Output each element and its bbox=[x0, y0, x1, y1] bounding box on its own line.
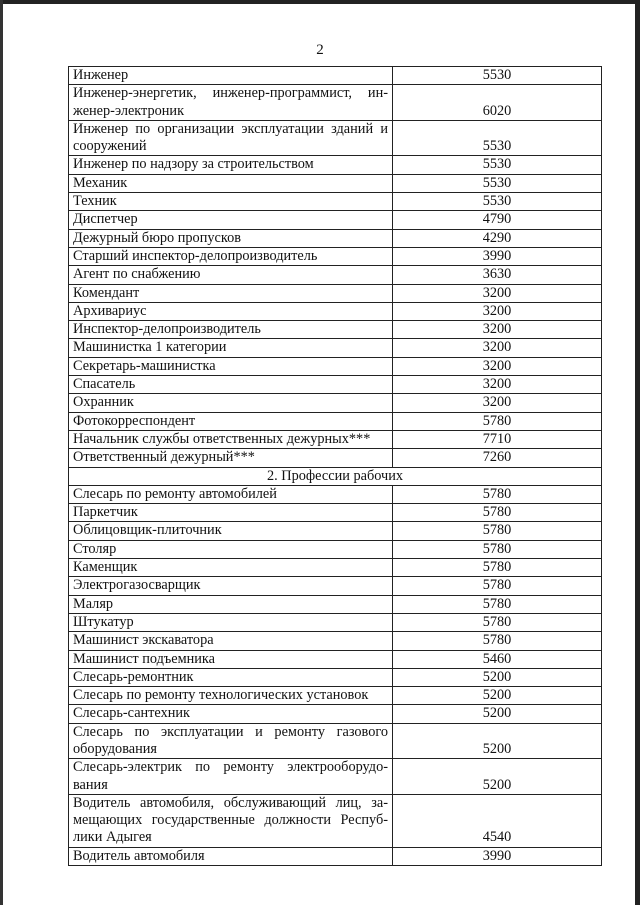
position-title bbox=[69, 321, 393, 339]
table-row bbox=[69, 266, 602, 284]
position-title-text: Секретарь-машинистка bbox=[73, 357, 216, 374]
position-title-text: Слесарь-сантехник bbox=[73, 705, 190, 722]
position-title bbox=[69, 211, 393, 229]
table-row bbox=[69, 284, 602, 302]
position-title bbox=[69, 284, 393, 302]
position-title bbox=[69, 339, 393, 357]
salary-value: 5530 bbox=[393, 120, 602, 156]
position-title bbox=[69, 302, 393, 320]
position-title bbox=[69, 687, 393, 705]
salary-table bbox=[68, 66, 602, 866]
position-title bbox=[69, 847, 393, 865]
salary-value: 5200 bbox=[393, 687, 602, 705]
position-title-text: Инженер-энергетик, инженер-программист, ин- женер-электроник bbox=[73, 85, 388, 119]
position-title-text: Диспетчер bbox=[73, 211, 138, 228]
salary-value: 5780 bbox=[393, 540, 602, 558]
table-row bbox=[69, 394, 602, 412]
position-title-text: Техник bbox=[73, 193, 117, 210]
position-title bbox=[69, 412, 393, 430]
position-title-text: Водитель автомобиля, обслуживающий лиц, за- мещающих государственные должности Респуб- лики Адыгея bbox=[73, 794, 388, 846]
position-title bbox=[69, 85, 393, 121]
position-title-text: Спасатель bbox=[73, 376, 136, 393]
salary-value: 5200 bbox=[393, 759, 602, 795]
position-title bbox=[69, 156, 393, 174]
position-title bbox=[69, 120, 393, 156]
position-title-text: Облицовщик-плиточник bbox=[73, 522, 222, 539]
table-row bbox=[69, 430, 602, 448]
position-title-text: Водитель автомобиля bbox=[73, 847, 205, 864]
position-title-text: Слесарь по ремонту технологических установок bbox=[73, 687, 369, 704]
salary-value: 5780 bbox=[393, 559, 602, 577]
table-row bbox=[69, 339, 602, 357]
position-title bbox=[69, 794, 393, 847]
position-title bbox=[69, 522, 393, 540]
salary-value: 5780 bbox=[393, 595, 602, 613]
position-title-text: Машинист подъемника bbox=[73, 650, 216, 667]
table-row bbox=[69, 650, 602, 668]
position-title-text: Штукатур bbox=[73, 613, 134, 630]
position-title-text: Дежурный бюро пропусков bbox=[73, 229, 241, 246]
position-title bbox=[69, 705, 393, 723]
table-row bbox=[69, 847, 602, 865]
scan-border-top bbox=[0, 0, 640, 4]
position-title-text: Электрогазосварщик bbox=[73, 577, 201, 594]
position-title bbox=[69, 266, 393, 284]
table-row bbox=[69, 559, 602, 577]
position-title-text: Инженер bbox=[73, 67, 129, 83]
position-title bbox=[69, 504, 393, 522]
salary-value: 3630 bbox=[393, 266, 602, 284]
salary-value: 6020 bbox=[393, 85, 602, 121]
salary-value: 5530 bbox=[393, 67, 602, 85]
salary-value: 3990 bbox=[393, 247, 602, 265]
table-row bbox=[69, 357, 602, 375]
position-title bbox=[69, 449, 393, 467]
salary-value: 7260 bbox=[393, 449, 602, 467]
table-row bbox=[69, 412, 602, 430]
table-row bbox=[69, 376, 602, 394]
salary-value: 3200 bbox=[393, 357, 602, 375]
salary-value: 3200 bbox=[393, 302, 602, 320]
position-title bbox=[69, 174, 393, 192]
position-title-text: Фотокорреспондент bbox=[73, 412, 196, 429]
position-title-text: Машинистка 1 категории bbox=[73, 339, 227, 356]
position-title bbox=[69, 650, 393, 668]
table-row bbox=[69, 687, 602, 705]
position-title-text: Слесарь-электрик по ремонту электрооборудо- вания bbox=[73, 759, 388, 793]
salary-value: 5780 bbox=[393, 577, 602, 595]
salary-value: 4540 bbox=[393, 794, 602, 847]
position-title-text: Маляр bbox=[73, 595, 114, 612]
position-title-text: Слесарь по ремонту автомобилей bbox=[73, 485, 277, 502]
position-title-text: Каменщик bbox=[73, 559, 138, 576]
position-title bbox=[69, 376, 393, 394]
position-title-text: Комендант bbox=[73, 284, 140, 301]
position-title-text: Охранник bbox=[73, 394, 134, 411]
salary-value: 5780 bbox=[393, 412, 602, 430]
salary-value: 5200 bbox=[393, 723, 602, 759]
salary-value: 3200 bbox=[393, 321, 602, 339]
table-row bbox=[69, 211, 602, 229]
table-row bbox=[69, 120, 602, 156]
salary-value: 5460 bbox=[393, 650, 602, 668]
position-title bbox=[69, 229, 393, 247]
position-title bbox=[69, 759, 393, 795]
position-title bbox=[69, 394, 393, 412]
table-row bbox=[69, 247, 602, 265]
salary-value: 5780 bbox=[393, 522, 602, 540]
position-title-text: Старший инспектор-делопроизводитель bbox=[73, 247, 318, 264]
salary-value: 5530 bbox=[393, 174, 602, 192]
table-row bbox=[69, 174, 602, 192]
position-title bbox=[69, 193, 393, 211]
table-row bbox=[69, 449, 602, 467]
table-row bbox=[69, 723, 602, 759]
position-title-text: Инспектор-делопроизводитель bbox=[73, 321, 261, 338]
salary-value: 5780 bbox=[393, 485, 602, 503]
position-title bbox=[69, 540, 393, 558]
salary-value: 5530 bbox=[393, 193, 602, 211]
table-row bbox=[69, 321, 602, 339]
table-row bbox=[69, 193, 602, 211]
salary-value: 4290 bbox=[393, 229, 602, 247]
table-row bbox=[69, 302, 602, 320]
position-title bbox=[69, 577, 393, 595]
position-title-text: Ответственный дежурный*** bbox=[73, 449, 255, 466]
position-title bbox=[69, 247, 393, 265]
table-row bbox=[69, 229, 602, 247]
table-row bbox=[69, 595, 602, 613]
scan-border-left bbox=[0, 0, 3, 905]
position-title-text: Слесарь-ремонтник bbox=[73, 668, 194, 685]
position-title-text: Столяр bbox=[73, 540, 117, 557]
salary-value: 3200 bbox=[393, 376, 602, 394]
salary-value: 5530 bbox=[393, 156, 602, 174]
salary-value: 3200 bbox=[393, 339, 602, 357]
position-title-text: Слесарь по эксплуатации и ремонту газового оборудования bbox=[73, 723, 388, 757]
position-title bbox=[69, 668, 393, 686]
salary-value: 3200 bbox=[393, 284, 602, 302]
table-row bbox=[69, 759, 602, 795]
table-row bbox=[69, 705, 602, 723]
position-title bbox=[69, 595, 393, 613]
table-row bbox=[69, 577, 602, 595]
table-row bbox=[69, 67, 602, 85]
position-title bbox=[69, 430, 393, 448]
salary-value: 4790 bbox=[393, 211, 602, 229]
position-title bbox=[69, 613, 393, 631]
table-row bbox=[69, 794, 602, 847]
position-title-text: Механик bbox=[73, 174, 128, 191]
salary-value: 3200 bbox=[393, 394, 602, 412]
position-title-text: Паркетчик bbox=[73, 504, 138, 521]
salary-value: 5200 bbox=[393, 668, 602, 686]
section-header-row bbox=[69, 467, 602, 485]
table-row bbox=[69, 613, 602, 631]
table-row bbox=[69, 485, 602, 503]
position-title bbox=[69, 67, 393, 85]
salary-value: 5200 bbox=[393, 705, 602, 723]
salary-value: 5780 bbox=[393, 504, 602, 522]
position-title bbox=[69, 723, 393, 759]
table-row bbox=[69, 156, 602, 174]
section-title: 2. Профессии рабочих bbox=[69, 467, 602, 485]
table-row bbox=[69, 668, 602, 686]
salary-value: 5780 bbox=[393, 613, 602, 631]
position-title-text: Инженер по организации эксплуатации зданий и сооружений bbox=[73, 120, 388, 155]
position-title-text: Машинист экскаватора bbox=[73, 632, 214, 649]
table-row bbox=[69, 522, 602, 540]
position-title bbox=[69, 559, 393, 577]
position-title-text: Начальник службы ответственных дежурных*** bbox=[73, 430, 371, 447]
table-row bbox=[69, 504, 602, 522]
table-row bbox=[69, 85, 602, 121]
position-title bbox=[69, 357, 393, 375]
salary-value: 7710 bbox=[393, 430, 602, 448]
salary-value: 3990 bbox=[393, 847, 602, 865]
position-title bbox=[69, 632, 393, 650]
page-number: 2 bbox=[316, 42, 324, 58]
table-row bbox=[69, 632, 602, 650]
table-row bbox=[69, 540, 602, 558]
position-title bbox=[69, 485, 393, 503]
salary-table-body bbox=[69, 67, 602, 866]
position-title-text: Инженер по надзору за строительством bbox=[73, 156, 314, 173]
salary-value: 5780 bbox=[393, 632, 602, 650]
position-title-text: Агент по снабжению bbox=[73, 266, 201, 283]
scan-border-right bbox=[635, 0, 640, 905]
position-title-text: Архивариус bbox=[73, 302, 147, 319]
